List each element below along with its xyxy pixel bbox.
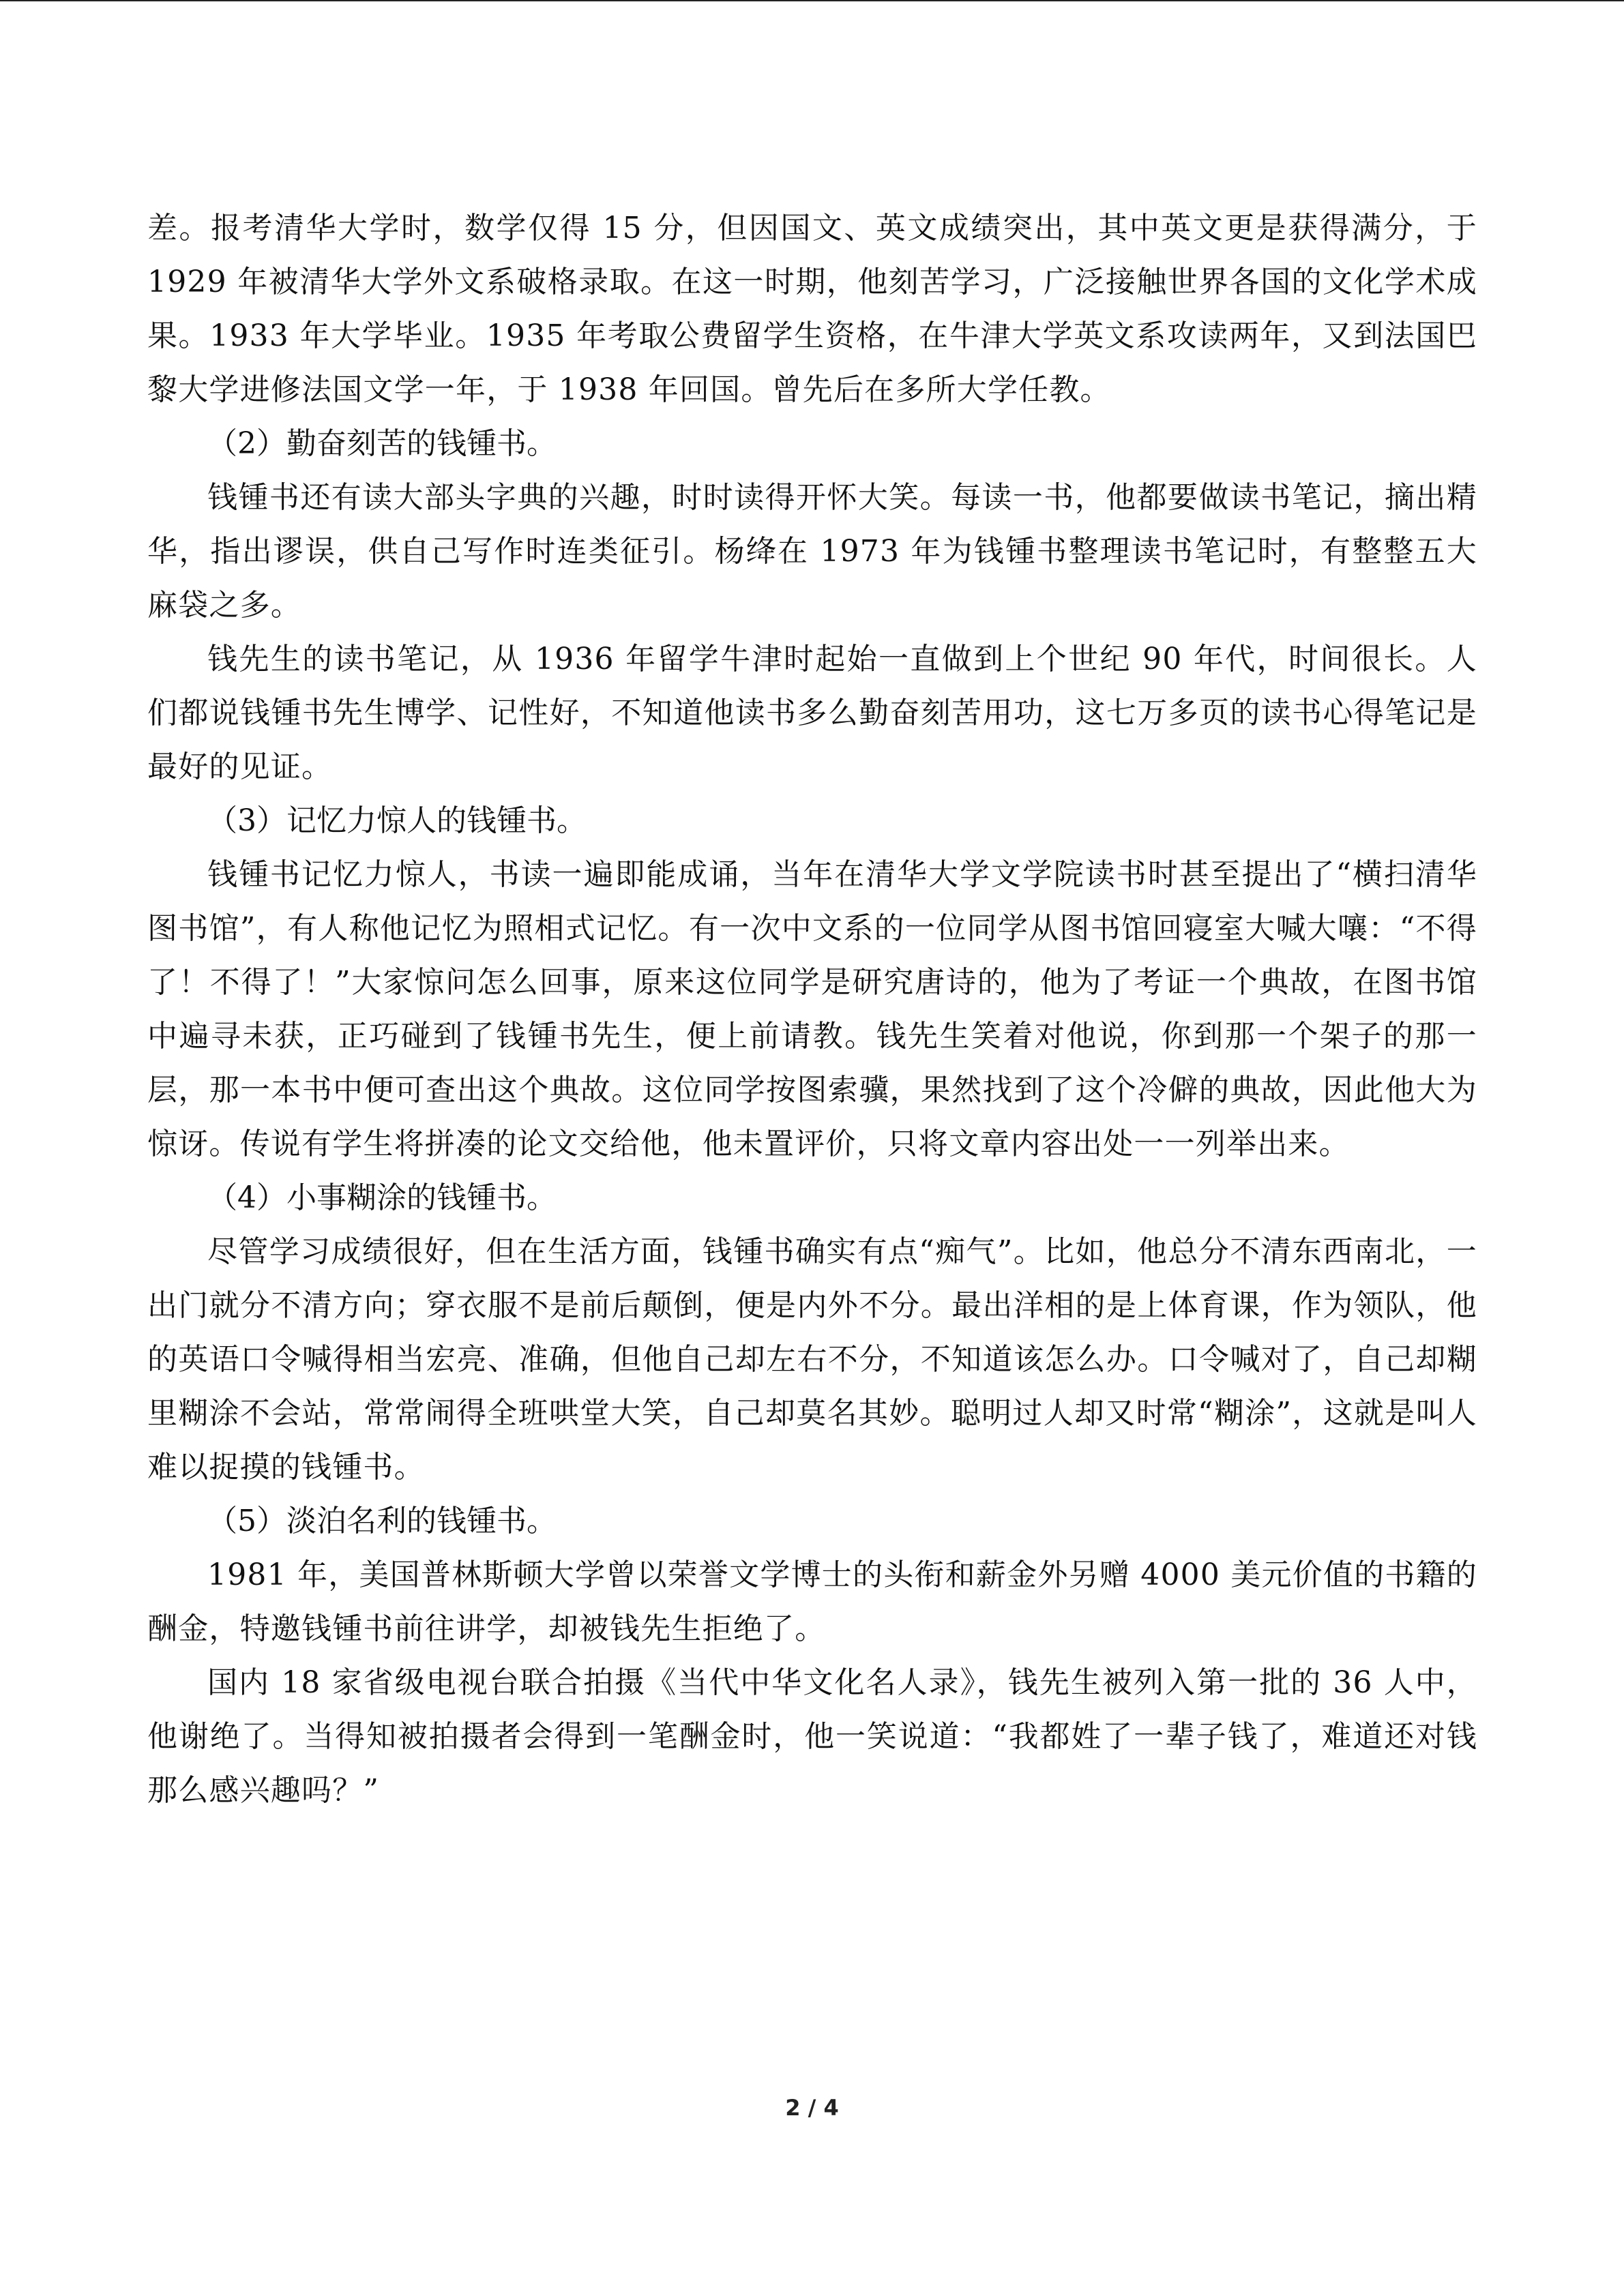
paragraph-reading-notes: 钱先生的读书笔记，从 1936 年留学牛津时起始一直做到上个世纪 90 年代，时间很长。人们都说钱锺书先生博学、记性好，不知道他读书多么勤奋刻苦用功，这七万多页的读书心得笔记是最好的见证。 [147, 642, 1477, 784]
paragraph-education: 差。报考清华大学时，数学仅得 15 分，但因国文、英文成绩突出，其中英文更是获得满分，于 1929 年被清华大学外文系破格录取。在这一时期，他刻苦学习，广泛接触世界各国的文化学术成果。1933 年大学毕业。1935 年考取公费留学生资格，在牛津大学英文系攻读两年，又到法国巴黎大学进修法国文学一年，于 1938 年回国。曾先后在多所大学任教。 [147, 211, 1477, 407]
section-heading-indifferent-to-fame: （5）淡泊名利的钱锺书。 [207, 1504, 557, 1538]
page-top-border [0, 0, 1624, 1]
section-heading-absent-minded: （4）小事糊涂的钱锺书。 [207, 1180, 557, 1215]
document-body [147, 201, 1477, 1817]
paragraph-memory: 钱锺书记忆力惊人，书读一遍即能成诵，当年在清华大学文学院读书时甚至提出了“横扫清华图书馆”，有人称他记忆为照相式记忆。有一次中文系的一位同学从图书馆回寝室大喊大嚷：“不得了！不得了！”大家惊问怎么回事，原来这位同学是研究唐诗的，他为了考证一个典故，在图书馆中遍寻未获，正巧碰到了钱锺书先生，便上前请教。钱先生笑着对他说，你到那一个架子的那一层，那一本书中便可查出这个典故。这位同学按图索骥，果然找到了这个冷僻的典故，因此他大为惊讶。传说有学生将拼凑的论文交给他，他未置评价，只将文章内容出处一一列举出来。 [147, 857, 1477, 1161]
section-heading-diligent: （2）勤奋刻苦的钱锺书。 [207, 426, 557, 461]
paragraph-tv-series: 国内 18 家省级电视台联合拍摄《当代中华文化名人录》，钱先生被列入第一批的 36 人中，他谢绝了。当得知被拍摄者会得到一笔酬金时，他一笑说道：“我都姓了一辈子钱了，难道还对钱那么感兴趣吗？” [147, 1665, 1477, 1808]
page-number: 2 / 4 [785, 2095, 839, 2121]
paragraph-absent-minded: 尽管学习成绩很好，但在生活方面，钱锺书确实有点“痴气”。比如，他总分不清东西南北，一出门就分不清方向；穿衣服不是前后颠倒，便是内外不分。最出洋相的是上体育课，作为领队，他的英语口令喊得相当宏亮、准确，但他自己却左右不分，不知道该怎么办。口令喊对了，自己却糊里糊涂不会站，常常闹得全班哄堂大笑，自己却莫名其妙。聪明过人却又时常“糊涂”，这就是叫人难以捉摸的钱锺书。 [147, 1234, 1477, 1485]
paragraph-dictionaries: 钱锺书还有读大部头字典的兴趣，时时读得开怀大笑。每读一书，他都要做读书笔记，摘出精华，指出谬误，供自己写作时连类征引。杨绛在 1973 年为钱锺书整理读书笔记时，有整整五大麻袋之多。 [147, 480, 1477, 623]
paragraph-princeton: 1981 年，美国普林斯顿大学曾以荣誉文学博士的头衔和薪金外另赠 4000 美元价值的书籍的酬金，特邀钱锺书前往讲学，却被钱先生拒绝了。 [147, 1557, 1477, 1646]
section-heading-memory: （3）记忆力惊人的钱锺书。 [207, 803, 587, 838]
